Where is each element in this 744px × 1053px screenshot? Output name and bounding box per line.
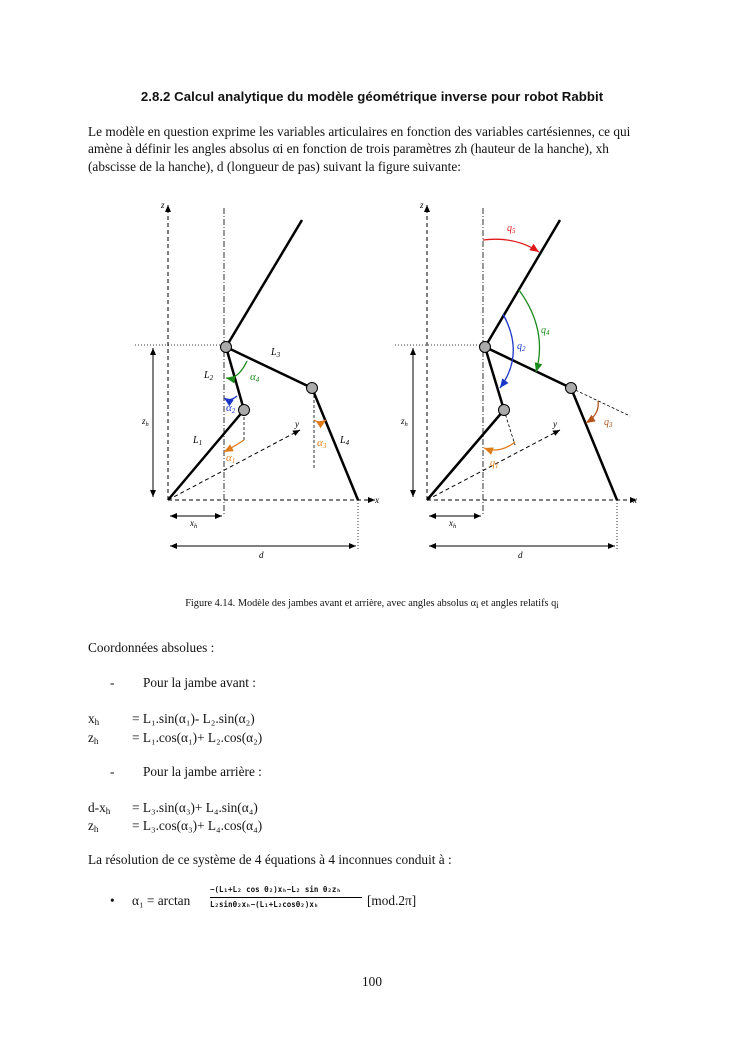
rear-eq1-rhs: = L₃.sin(α₃)+ L₄.sin(α₄) <box>132 800 258 815</box>
right-z-label: z <box>420 200 424 210</box>
right-y-label: y <box>553 419 557 429</box>
front-eq2-rhs: = L₁.cos(α₁)+ L₂.cos(α₂) <box>132 730 263 745</box>
label-alpha4: α4 <box>250 371 260 384</box>
label-zh-left: $z_h$ <box>142 416 149 428</box>
front-leg-label: Pour la jambe avant : <box>143 675 256 690</box>
front-eq1-rhs: = L₁.sin(α₁)- L₂.sin(α₂) <box>132 711 255 726</box>
label-zh-right: $z_h$ <box>401 416 408 428</box>
leg-model-figure <box>0 195 744 595</box>
label-q2: $q_2$ <box>517 341 526 353</box>
label-alpha1: α1 <box>226 452 236 465</box>
left-diagram <box>135 200 379 560</box>
solution-fraction <box>210 885 362 910</box>
label-q1: $q_1$ <box>490 458 499 470</box>
figure-caption: Figure 4.14. Modèle des jambes avant et arrière, avec angles absolus $\alpha_i$ et angles relatifs $q_i$ <box>185 598 559 610</box>
fraction-denominator: L₂sinθ₂xₕ−(L₁+L₂cosθ₂)xₕ <box>210 900 319 909</box>
label-L2: $L_2$ <box>204 370 214 382</box>
left-y-label: y <box>295 419 299 429</box>
right-diagram <box>395 200 637 560</box>
rear-eq1-lhs: $d-x_h$ <box>88 800 111 816</box>
label-d-right: d <box>518 550 523 560</box>
front-dash: - <box>110 675 115 690</box>
front-eq2-lhs: $z_h$ <box>88 730 99 746</box>
coords-title: Coordonnées absolues : <box>88 640 215 655</box>
label-q3: $q_3$ <box>604 417 613 429</box>
section-heading: 2.8.2 Calcul analytique du modèle géométrique inverse pour robot Rabbit <box>140 89 604 104</box>
rear-dash: - <box>110 764 115 779</box>
solution-lhs: α₁ = arctan <box>132 893 191 908</box>
left-z-label: z <box>161 200 165 210</box>
label-L3: $L_3$ <box>271 347 281 359</box>
label-xh-right: $x_h$ <box>449 518 457 530</box>
rear-leg-label: Pour la jambe arrière : <box>143 764 262 779</box>
fraction-numerator: −(L₁+L₂ cos θ₂)xₕ−L₂ sin θ₂zₕ <box>210 885 362 898</box>
resolution-text: La résolution de ce système de 4 équations à 4 inconnues conduit à : <box>88 852 452 867</box>
front-eq1-lhs: $x_h$ <box>88 711 100 727</box>
label-L1: $L_1$ <box>193 435 203 447</box>
page-number: 100 <box>362 974 382 989</box>
label-q4: $q_4$ <box>541 325 550 337</box>
rear-eq2-lhs: $z_h$ <box>88 818 99 834</box>
rear-eq2-rhs: = L₃.cos(α₃)+ L₄.cos(α₄) <box>132 818 263 833</box>
label-L4: $L_4$ <box>340 435 350 447</box>
label-alpha3: α3 <box>317 437 327 450</box>
solution-bullet: • <box>110 893 115 908</box>
right-x-label: x <box>633 495 637 505</box>
solution-mod: [mod.2π] <box>367 893 417 908</box>
left-x-label: x <box>375 495 379 505</box>
label-alpha2: α2 <box>226 402 236 415</box>
intro-paragraph: Le modèle en question exprime les variables articulaires en fonction des variables cartésiennes, ce qui amène à définir les angles absolus αi en fonction de trois paramètres zh (hauteur de la hanche), xh (abscisse de la hanche), d (longueur de pas) suivant la figure suivante: <box>88 124 631 174</box>
label-d-left: d <box>259 550 264 560</box>
label-xh-left: $x_h$ <box>190 518 198 530</box>
label-q5: $q_5$ <box>507 223 516 235</box>
